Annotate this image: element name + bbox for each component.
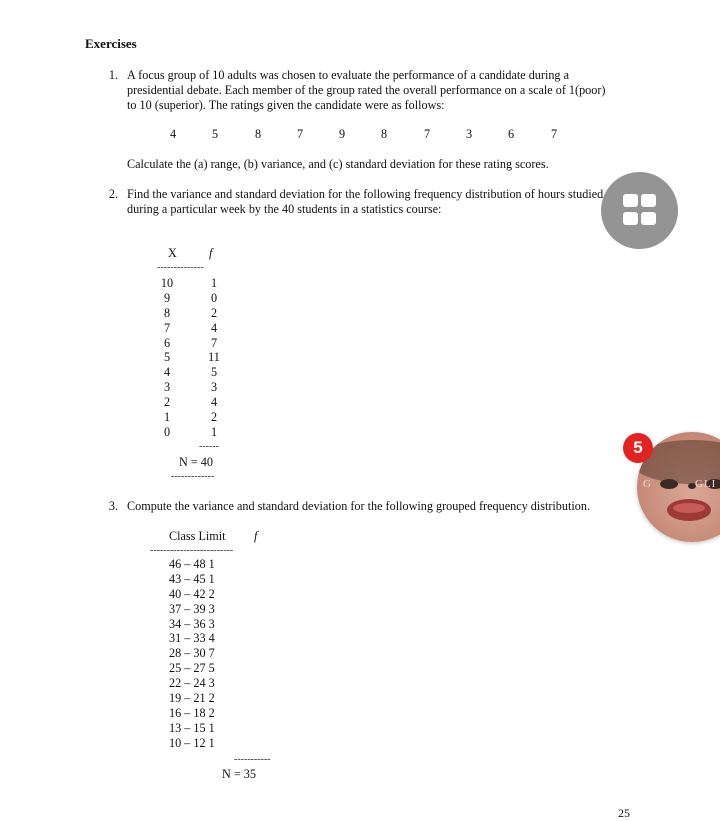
x-value: 1 xyxy=(163,410,171,425)
q3-text: Compute the variance and standard deviation for the following grouped frequency distribution. xyxy=(127,499,590,513)
rating: 8 xyxy=(380,127,388,141)
x-value: 9 xyxy=(163,290,171,305)
q1-number: 1. xyxy=(108,68,118,82)
f-value: 11 xyxy=(208,350,220,365)
x-value: 0 xyxy=(163,424,171,439)
q1-text xyxy=(127,68,637,113)
q2-f-column xyxy=(202,276,226,440)
class-row: 34 – 36 3 xyxy=(169,616,215,631)
q2-dash-top: -------------- xyxy=(157,262,204,273)
class-row: 22 – 24 3 xyxy=(169,676,215,691)
f-value: 2 xyxy=(210,305,218,320)
x-value: 7 xyxy=(163,320,171,335)
q2-col-x-header: X xyxy=(168,246,177,260)
q3-dash-top: ------------------------- xyxy=(150,545,234,556)
rating: 4 xyxy=(169,127,177,141)
rating: 9 xyxy=(338,127,346,141)
q3-col-class-header: Class Limit xyxy=(169,529,226,543)
class-row: 19 – 21 2 xyxy=(169,691,215,706)
f-value: 0 xyxy=(210,290,218,305)
q2-dash-sum: ------ xyxy=(199,441,219,452)
bubble-text-right: GLI xyxy=(695,478,717,490)
class-row: 46 – 48 1 xyxy=(169,557,215,571)
q2-line-2: during a particular week by the 40 students in a statistics course: xyxy=(127,202,442,216)
rating: 5 xyxy=(211,127,219,141)
q2-col-f-header: f xyxy=(209,246,213,260)
class-row: 40 – 42 2 xyxy=(169,586,215,601)
q2-total: N = 40 xyxy=(179,455,213,469)
f-value: 1 xyxy=(210,424,218,439)
f-value: 1 xyxy=(210,276,218,290)
rating: 8 xyxy=(254,127,262,141)
x-value: 4 xyxy=(163,365,171,380)
class-row: 16 – 18 2 xyxy=(169,705,215,720)
class-row: 13 – 15 1 xyxy=(169,720,215,735)
x-value: 2 xyxy=(163,395,171,410)
f-value: 4 xyxy=(210,320,218,335)
q1-line-1: A focus group of 10 adults was chosen to evaluate the performance of a candidate during a xyxy=(127,68,569,82)
f-value: 3 xyxy=(210,380,218,395)
q1-instruction: Calculate the (a) range, (b) variance, and (c) standard deviation for these rating scores. xyxy=(127,157,549,171)
f-value: 7 xyxy=(210,335,218,350)
f-value: 2 xyxy=(210,410,218,425)
q2-x-column xyxy=(155,276,179,440)
x-value: 5 xyxy=(163,350,171,365)
q2-dash-bottom: ------------- xyxy=(171,471,215,482)
q2-number: 2. xyxy=(108,187,118,201)
q3-dash-sum: ----------- xyxy=(234,754,271,765)
rating: 3 xyxy=(465,127,473,141)
q1-line-3: to 10 (superior). The ratings given the candidate were as follows: xyxy=(127,98,445,112)
class-row: 10 – 12 1 xyxy=(169,735,215,750)
rating: 7 xyxy=(550,127,558,141)
q3-class-rows xyxy=(169,557,215,751)
f-value: 5 xyxy=(210,365,218,380)
q2-line-1: Find the variance and standard deviation for the following frequency distribution of hours studied xyxy=(127,187,604,201)
q3-total: N = 35 xyxy=(222,767,256,781)
f-value: 4 xyxy=(210,395,218,410)
x-value: 6 xyxy=(163,335,171,350)
x-value: 10 xyxy=(160,276,174,290)
x-value: 8 xyxy=(163,305,171,320)
q1-line-2: presidential debate. Each member of the group rated the overall performance on a scale of 1(poor) xyxy=(127,83,606,97)
class-row: 31 – 33 4 xyxy=(169,631,215,646)
class-row: 28 – 30 7 xyxy=(169,646,215,661)
x-value: 3 xyxy=(163,380,171,395)
q2-text xyxy=(127,187,647,217)
class-row: 25 – 27 5 xyxy=(169,661,215,676)
class-row: 37 – 39 3 xyxy=(169,601,215,616)
page-heading: Exercises xyxy=(85,36,137,51)
rating: 6 xyxy=(507,127,515,141)
bubble-text-left: G xyxy=(643,478,652,490)
floating-menu-button[interactable] xyxy=(601,172,678,249)
notification-badge: 5 xyxy=(623,433,653,463)
q1-ratings xyxy=(127,127,587,143)
q3-number: 3. xyxy=(108,499,118,513)
rating: 7 xyxy=(296,127,304,141)
class-row: 43 – 45 1 xyxy=(169,571,215,586)
page-number: 25 xyxy=(618,806,630,820)
q3-col-f-header: f xyxy=(254,529,258,543)
rating: 7 xyxy=(423,127,431,141)
